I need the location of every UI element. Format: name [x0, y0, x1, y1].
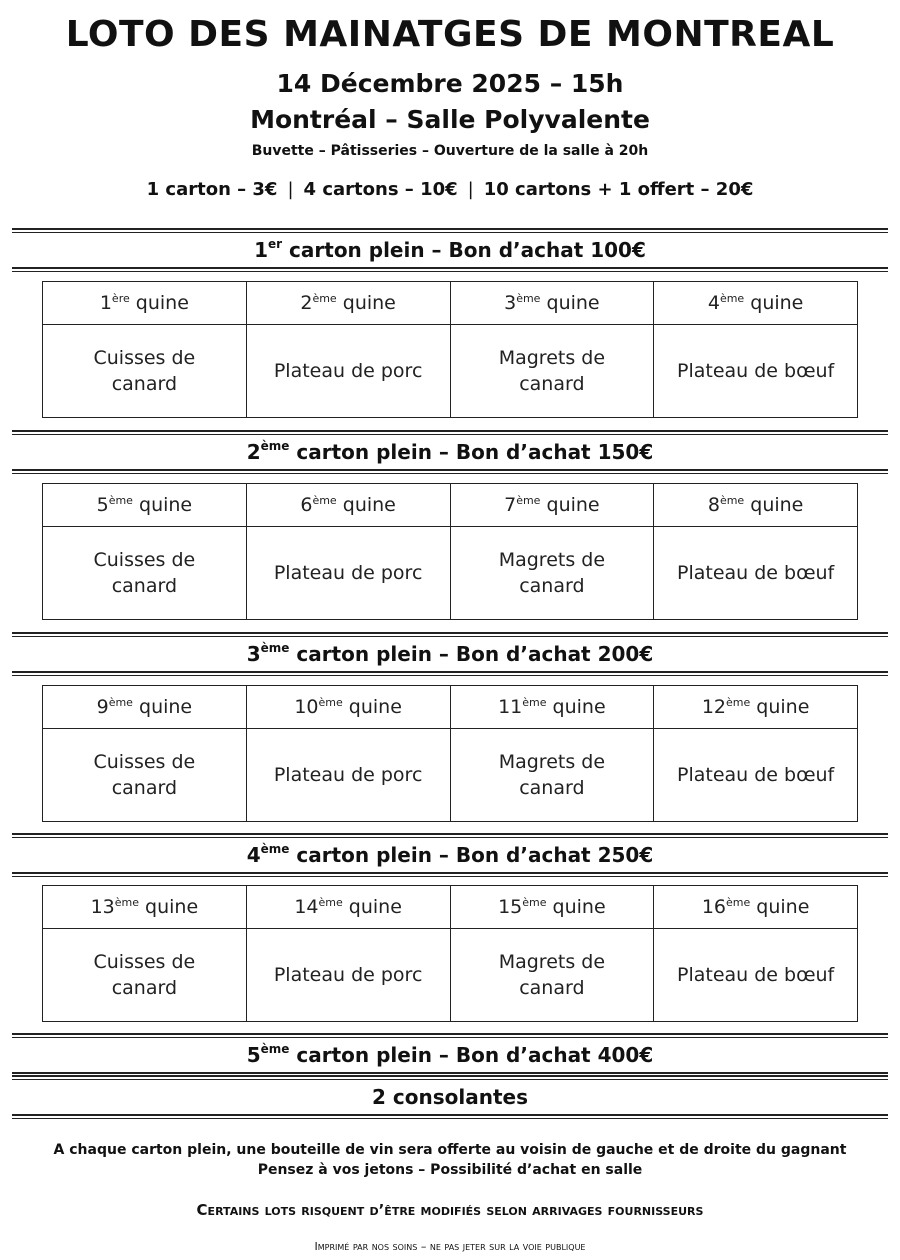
prize-line: Cuisses de	[93, 751, 196, 773]
round-number: 5	[246, 1043, 261, 1067]
prize-line: Magrets de	[498, 347, 606, 369]
round-band	[12, 438, 888, 466]
quine-number: 8	[707, 494, 720, 516]
quine-label: quine	[132, 494, 193, 516]
quine-cell	[654, 686, 858, 729]
wine-note: A chaque carton plein, une bouteille de vin sera offerte au voisin de gauche et de droite du gagnant	[53, 1142, 847, 1158]
round-ordinal: ème	[260, 641, 290, 655]
prize-line: Magrets de	[498, 751, 606, 773]
price-item: 4 cartons – 10€	[303, 179, 458, 200]
quine-cell	[654, 484, 858, 527]
quine-cell	[246, 686, 450, 729]
prize-line: Plateau de bœuf	[676, 764, 835, 786]
round-label: carton plein – Bon d’achat 200€	[289, 642, 654, 666]
quine-number: 5	[96, 494, 109, 516]
quine-label: quine	[139, 896, 199, 918]
prize-line: Plateau de bœuf	[676, 562, 835, 584]
prize-table	[42, 281, 858, 418]
prize-cell	[43, 729, 247, 822]
round-ordinal: ème	[260, 439, 290, 453]
quine-label: quine	[744, 494, 804, 516]
quine-number: 4	[707, 292, 720, 314]
quine-number: 14	[294, 896, 319, 918]
round-label: carton plein – Bon d’achat 150€	[289, 440, 654, 464]
quine-number: 16	[701, 896, 726, 918]
quine-cell	[450, 282, 654, 325]
prize-cell	[43, 527, 247, 620]
prize-cell	[43, 325, 247, 418]
prize-table	[42, 483, 858, 620]
quine-label: quine	[129, 292, 189, 314]
quine-cell	[654, 886, 858, 929]
prize-line: Plateau de bœuf	[676, 964, 835, 986]
prize-cell	[246, 325, 450, 418]
prize-line: canard	[111, 977, 178, 999]
round-number: 2	[246, 440, 261, 464]
quine-row	[43, 686, 858, 729]
quine-ordinal: ème	[318, 896, 343, 909]
price-separator: |	[287, 179, 294, 200]
quine-cell	[246, 484, 450, 527]
quine-cell	[246, 886, 450, 929]
prize-line: canard	[111, 373, 178, 395]
price-separator: |	[467, 179, 474, 200]
event-extras: Buvette – Pâtisseries – Ouverture de la salle à 20h	[251, 143, 649, 159]
quine-label: quine	[540, 494, 600, 516]
quine-label: quine	[744, 292, 804, 314]
quine-row	[43, 282, 858, 325]
prize-cell	[654, 729, 858, 822]
prize-line: canard	[519, 373, 585, 395]
prize-line: canard	[519, 777, 585, 799]
quine-number: 10	[294, 696, 319, 718]
prize-cell	[450, 929, 654, 1022]
prize-row	[43, 527, 858, 620]
round-label: carton plein – Bon d’achat 250€	[289, 843, 654, 867]
prize-table	[42, 885, 858, 1022]
prize-line: Plateau de porc	[273, 764, 423, 786]
round-number: 1	[254, 238, 269, 262]
quine-ordinal: ème	[726, 896, 751, 909]
prize-line: canard	[111, 777, 178, 799]
quine-ordinal: ème	[719, 494, 745, 507]
round-band	[12, 841, 888, 869]
round-label: carton plein – Bon d’achat 100€	[282, 238, 646, 262]
quine-cell	[246, 282, 450, 325]
round-band	[12, 640, 888, 668]
prize-line: Plateau de porc	[273, 964, 423, 986]
quine-cell	[43, 484, 247, 527]
quine-cell	[43, 886, 247, 929]
prize-cell	[654, 527, 858, 620]
round-number: 4	[246, 843, 261, 867]
round-number: 3	[246, 642, 261, 666]
quine-ordinal: ème	[312, 292, 337, 305]
round-ordinal: ème	[260, 842, 290, 856]
prize-cell	[43, 929, 247, 1022]
quine-label: quine	[546, 696, 606, 718]
quine-cell	[450, 484, 654, 527]
quine-label: quine	[342, 696, 402, 718]
quine-ordinal: ème	[719, 292, 745, 305]
print-note: Imprimé par nos soins – ne pas jeter sur la voie publique	[314, 1240, 586, 1253]
quine-cell	[654, 282, 858, 325]
prize-line: Magrets de	[498, 951, 606, 973]
tokens-note: Pensez à vos jetons – Possibilité d’achat en salle	[257, 1162, 643, 1178]
quine-ordinal: ème	[516, 292, 541, 305]
price-list	[0, 177, 900, 203]
quine-label: quine	[750, 696, 810, 718]
prize-line: Plateau de bœuf	[676, 360, 835, 382]
quine-ordinal: ème	[318, 696, 343, 709]
prize-line: canard	[519, 977, 585, 999]
quine-ordinal: ème	[108, 696, 133, 709]
quine-ordinal: ème	[108, 494, 133, 507]
round-label: carton plein – Bon d’achat 400€	[289, 1043, 654, 1067]
quine-number: 12	[701, 696, 726, 718]
prize-cell	[246, 527, 450, 620]
prize-line: canard	[519, 575, 585, 597]
round-band-final	[12, 1041, 888, 1069]
quine-label: quine	[540, 292, 600, 314]
quine-number: 11	[498, 696, 523, 718]
quine-ordinal: ème	[726, 696, 751, 709]
quine-number: 1	[99, 292, 112, 314]
quine-label: quine	[546, 896, 606, 918]
quine-row	[43, 484, 858, 527]
prize-cell	[654, 929, 858, 1022]
prize-cell	[246, 729, 450, 822]
quine-ordinal: ème	[114, 896, 140, 909]
price-item: 10 cartons + 1 offert – 20€	[483, 179, 754, 200]
quine-label: quine	[132, 696, 193, 718]
prize-line: Magrets de	[498, 549, 606, 571]
prize-table	[42, 685, 858, 822]
round-band	[12, 236, 888, 264]
quine-number: 2	[300, 292, 313, 314]
prize-cell	[450, 729, 654, 822]
prize-cell	[450, 527, 654, 620]
quine-number: 6	[300, 494, 313, 516]
consolation-band: 2 consolantes	[12, 1083, 888, 1111]
quine-ordinal: ère	[111, 292, 130, 305]
prize-cell	[450, 325, 654, 418]
quine-number: 15	[498, 896, 523, 918]
prize-line: Cuisses de	[93, 347, 196, 369]
quine-number: 3	[504, 292, 517, 314]
quine-label: quine	[750, 896, 810, 918]
prize-cell	[654, 325, 858, 418]
prize-line: Plateau de porc	[273, 360, 423, 382]
quine-number: 13	[90, 896, 115, 918]
round-ordinal: er	[268, 237, 283, 251]
quine-ordinal: ème	[516, 494, 541, 507]
round-ordinal: ème	[260, 1042, 290, 1056]
event-title: LOTO DES MAINATGES DE MONTREAL	[65, 14, 835, 55]
prize-row	[43, 729, 858, 822]
quine-cell	[43, 282, 247, 325]
prize-line: Plateau de porc	[273, 562, 423, 584]
prize-line: Cuisses de	[93, 951, 196, 973]
quine-label: quine	[342, 896, 402, 918]
event-venue: Montréal – Salle Polyvalente	[250, 105, 650, 134]
quine-cell	[450, 686, 654, 729]
quine-cell	[43, 686, 247, 729]
change-note: Certains lots risquent d’être modifiés selon arrivages fournisseurs	[196, 1201, 704, 1219]
prize-row	[43, 325, 858, 418]
quine-label: quine	[336, 494, 396, 516]
prize-line: canard	[111, 575, 178, 597]
prize-row	[43, 929, 858, 1022]
quine-ordinal: ème	[522, 896, 547, 909]
quine-row	[43, 886, 858, 929]
quine-ordinal: ème	[312, 494, 337, 507]
prize-cell	[246, 929, 450, 1022]
quine-cell	[450, 886, 654, 929]
quine-ordinal: ème	[522, 696, 547, 709]
quine-number: 9	[96, 696, 109, 718]
prize-line: Cuisses de	[93, 549, 196, 571]
event-date: 14 Décembre 2025 – 15h	[276, 69, 624, 98]
quine-label: quine	[336, 292, 396, 314]
price-item: 1 carton – 3€	[146, 179, 278, 200]
quine-number: 7	[504, 494, 517, 516]
